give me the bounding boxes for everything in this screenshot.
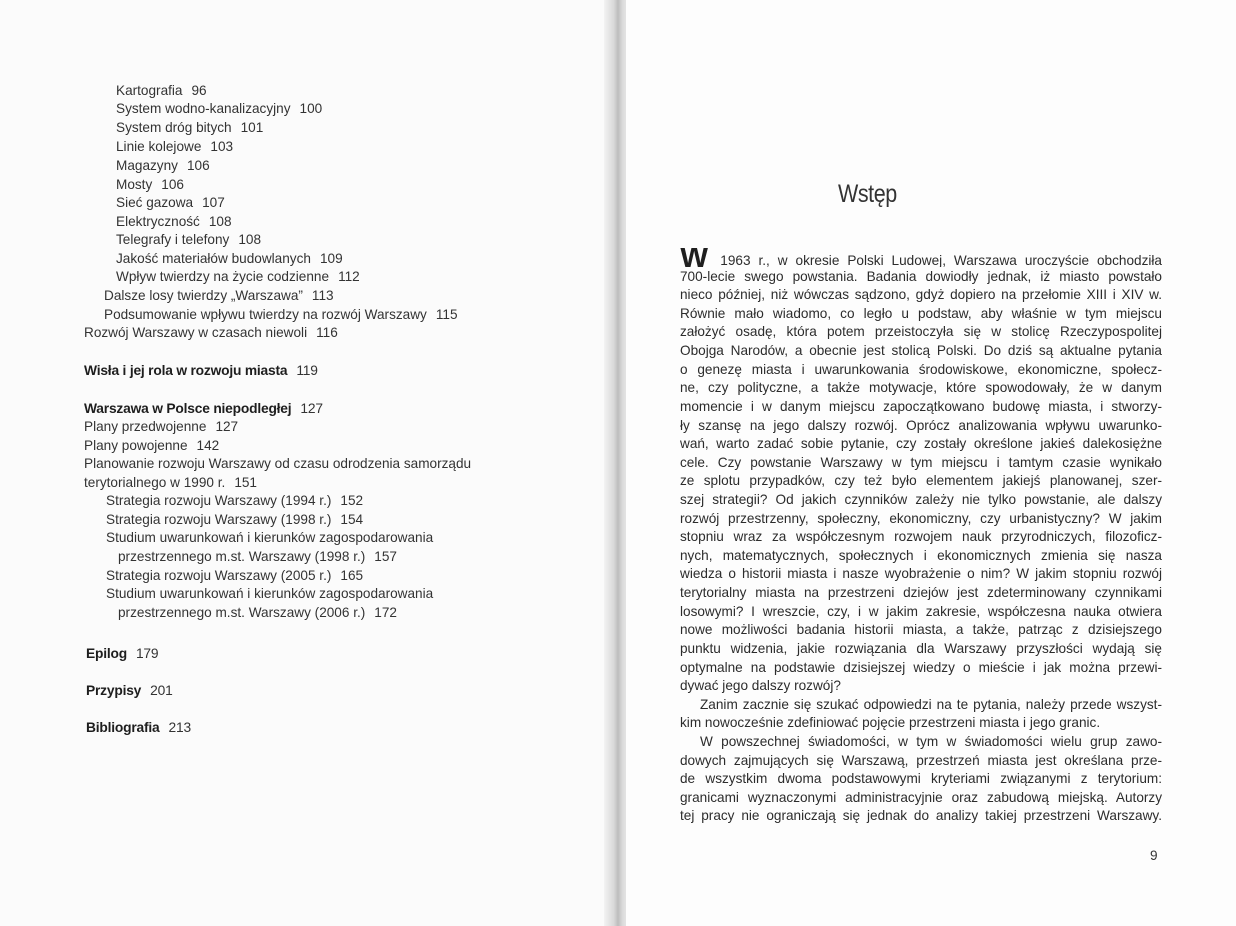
toc-entry: Rozwój Warszawy w czasach niewoli 116 — [84, 325, 338, 340]
text-line: dywać jego dalszy rozwój? — [680, 678, 841, 693]
text-line: tej pracy nie ograniczają się jednak do analizy takiej przestrzeni Warszawy. — [680, 808, 1162, 823]
text-line: ły szansę na jego dalszy rozwój. Oprócz analizowania wpływu uwarunko- — [680, 418, 1162, 433]
toc-entry: przestrzennego m.st. Warszawy (1998 r.) 157 — [118, 549, 397, 564]
text-line: ze splotu przypadków, czy też było elementem jakiejś planowanej, szer- — [680, 473, 1162, 488]
toc-entry: Strategia rozwoju Warszawy (2005 r.) 165 — [106, 568, 364, 583]
left-page — [0, 0, 610, 926]
text-line: o genezę miasta i uwarunkowania środowiskowe, ekonomiczne, społecz- — [680, 362, 1162, 377]
toc-entry: Jakość materiałów budowlanych 109 — [116, 251, 343, 266]
toc-entry: Strategia rozwoju Warszawy (1998 r.) 154 — [106, 512, 364, 527]
text-line: Obojga Narodów, a obecnie jest stolicą Polski. Do dziś są aktualne pytania — [680, 343, 1162, 358]
text-line: granicami wyznaczonymi administracyjnie oraz zabudową miejską. Autorzy — [680, 790, 1162, 805]
chapter-heading: Wstęp — [838, 180, 897, 208]
text-line: stopniu wraz za współczesnym rozwojem nauk przyrodniczych, filozoficz- — [680, 529, 1162, 544]
text-line: dowych zajmujących się Warszawą, przestrzeń miasta jest określana prze- — [680, 753, 1162, 768]
text-line: W 1963 r., w okresie Polski Ludowej, Warszawa uroczyście obchodziła — [680, 248, 1162, 267]
text-line: nowe możliwości badania historii miasta, a także, patrząc z dzisiejszego — [680, 622, 1162, 637]
text-line: 700-lecie swego powstania. Badania dowiodły jednak, iż miasto powstało — [680, 269, 1162, 284]
text-line: Zanim zacznie się szukać odpowiedzi na te pytania, należy przede wszyst- — [700, 697, 1162, 712]
toc-entry: Sieć gazowa 107 — [116, 195, 225, 210]
toc-entry: System dróg bitych 101 — [116, 120, 264, 135]
toc-entry: System wodno-kanalizacyjny 100 — [116, 101, 323, 116]
toc-entry: Wpływ twierdzy na życie codzienne 112 — [116, 269, 360, 284]
text-line: optymalne na podstawie dzisiejszej wiedzy o mieście i jak można przewi- — [680, 660, 1162, 675]
text-line: cele. Czy powstanie Warszawy w tym miejscu i tamtym czasie wynikało — [680, 455, 1162, 470]
text-line: ne, czy polityczne, a także motywacje, które spowodowały, że w danym — [680, 380, 1162, 395]
text-line: de wszystkim dwoma podstawowymi kryteriami związanymi z terytorium: — [680, 771, 1162, 786]
toc-entry: Plany powojenne 142 — [84, 438, 220, 453]
toc-chapter: Bibliografia 213 — [86, 720, 191, 735]
toc-entry: Podsumowanie wpływu twierdzy na rozwój Warszawy 115 — [104, 307, 458, 322]
text-line: kim nowocześnie zdefiniować pojęcie przestrzeni miasta i jego granic. — [680, 715, 1101, 730]
toc-chapter: Wisła i jej rola w rozwoju miasta 119 — [84, 363, 318, 378]
text-line: wań, warto zadać sobie pytanie, czy zostały określone jakieś dalekosiężne — [680, 436, 1162, 451]
text-line: losowymi? I wreszcie, czy, i w jakim zakresie, współczesna nauka otwiera — [680, 604, 1162, 619]
page-number: 9 — [1150, 848, 1158, 863]
toc-entry: Magazyny 106 — [116, 158, 210, 173]
text-line: W powszechnej świadomości, w tym w świadomości wielu grup zawo- — [700, 734, 1162, 749]
toc-entry: Elektryczność 108 — [116, 214, 232, 229]
text-line: Równie mało wiadomo, co legło u podstaw, aby właśnie w tym miejscu — [680, 306, 1162, 321]
toc-entry: Plany przedwojenne 127 — [84, 419, 239, 434]
toc-entry: Mosty 106 — [116, 177, 184, 192]
toc-entry: terytorialnego w 1990 r. 151 — [84, 475, 257, 490]
text-line: nieco później, niż wówczas sądzono, gdyż dopiero na przełomie XIII i XIV w. — [680, 287, 1162, 302]
toc-entry: przestrzennego m.st. Warszawy (2006 r.) 172 — [118, 605, 397, 620]
toc-entry: Studium uwarunkowań i kierunków zagospodarowania — [106, 586, 434, 601]
toc-entry: Planowanie rozwoju Warszawy od czasu odrodzenia samorządu — [84, 456, 472, 471]
text-line: szej strategii? Od jakich czynników zależy nie tylko powstanie, ale dalszy — [680, 492, 1162, 507]
text-line: założyć osadę, która potem przeistoczyła się w stolicę Rzeczypospolitej — [680, 324, 1162, 339]
text-line: terytorialny miasta na przestrzeni dziejów jest zdeterminowany czynnikami — [680, 585, 1162, 600]
table-of-contents — [0, 0, 600, 926]
text-line: momencie i w danym miejscu zapoczątkowano budowę miasta, i stworzy- — [680, 399, 1162, 414]
toc-chapter: Przypisy 201 — [86, 683, 173, 698]
toc-entry: Telegrafy i telefony 108 — [116, 232, 262, 247]
toc-entry: Dalsze losy twierdzy „Warszawa” 113 — [104, 288, 334, 303]
toc-entry: Kartografia 96 — [116, 83, 207, 98]
toc-chapter: Warszawa w Polsce niepodległej 127 — [84, 401, 323, 416]
text-line: rozwój przestrzenny, społeczny, ekonomiczny, czy urbanistyczny? W jakim — [680, 511, 1162, 526]
toc-chapter: Epilog 179 — [86, 646, 159, 661]
text-line: nych, matematycznych, społecznych i ekonomicznych zmienia się nasza — [680, 548, 1162, 563]
text-line: punktu widzenia, jakie rozwiązania dla Warszawy przyszłości wydają się — [680, 641, 1162, 656]
toc-entry: Strategia rozwoju Warszawy (1994 r.) 152 — [106, 493, 364, 508]
toc-entry: Studium uwarunkowań i kierunków zagospodarowania — [106, 530, 434, 545]
drop-cap: W — [680, 248, 709, 267]
toc-entry: Linie kolejowe 103 — [116, 139, 234, 154]
text-line: wiedza o historii miasta i nasze wyobrażenie o nim? W jakim stopniu rozwój — [680, 566, 1162, 581]
